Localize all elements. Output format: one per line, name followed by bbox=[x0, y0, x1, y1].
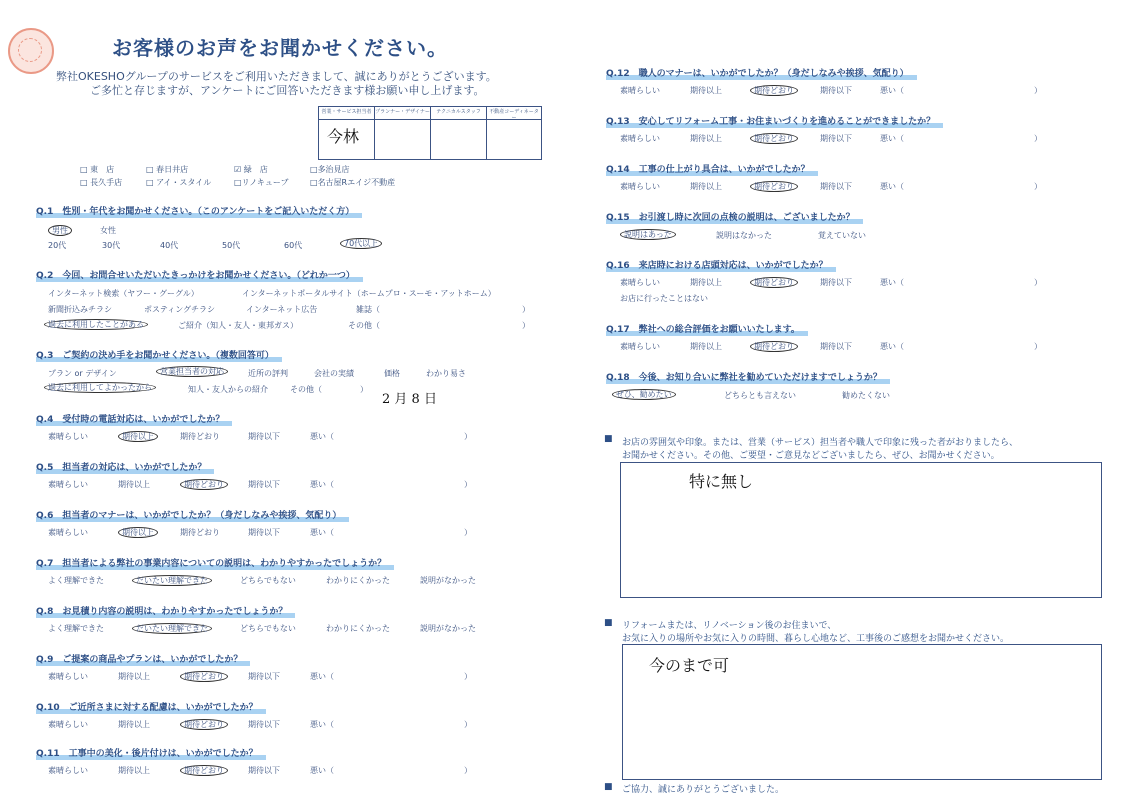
staff-table bbox=[318, 106, 542, 160]
rating-option-selected[interactable]: 期待どおり bbox=[180, 719, 228, 730]
q17-option[interactable]: 期待以上 bbox=[690, 342, 722, 351]
q3-option[interactable]: わかり易さ bbox=[426, 369, 466, 378]
q18-title: Q.18 今後、お知り合いに弊社を勧めていただけますでしょうか？ bbox=[606, 370, 882, 383]
store-option[interactable]: □名古屋Rエイジ不動産 bbox=[310, 178, 396, 187]
rating-option-selected[interactable]: だいたい理解できた bbox=[132, 623, 212, 634]
q2-option-magazine[interactable]: 雑誌（ bbox=[356, 305, 380, 314]
rating-option[interactable]: 期待以下 bbox=[248, 528, 280, 537]
q16-title: Q.16 来店時における店頭対応は、いかがでしたか？ bbox=[606, 258, 828, 271]
q3-option-selected[interactable]: 営業担当者の対応 bbox=[156, 366, 228, 377]
rating-option[interactable]: 素晴らしい bbox=[48, 528, 88, 537]
staff-header-planner: プランナー・デザイナー bbox=[375, 107, 430, 120]
rating-option[interactable]: 素晴らしい bbox=[48, 672, 88, 681]
rating-option[interactable]: 悪い（ bbox=[310, 528, 334, 537]
q1-option-female[interactable]: 女性 bbox=[100, 226, 116, 235]
q1-age-option[interactable]: 60代 bbox=[284, 241, 303, 250]
comment1-textarea[interactable] bbox=[620, 462, 1102, 598]
rating-option[interactable]: 素晴らしい bbox=[620, 182, 660, 191]
rating-option[interactable]: どちらでもない bbox=[240, 576, 296, 585]
q2-option-selected[interactable]: 過去に利用したことがある bbox=[44, 319, 148, 330]
store-option[interactable]: □ アイ・スタイル bbox=[146, 178, 212, 187]
store-option[interactable]: □ 長久手店 bbox=[80, 178, 123, 187]
rating-option[interactable]: 期待以下 bbox=[248, 766, 280, 775]
rating-option[interactable]: わかりにくかった bbox=[326, 576, 390, 585]
comment1-answer: 特に無し bbox=[689, 472, 754, 491]
comment2-bullet-icon: ■ bbox=[604, 618, 613, 628]
q3-option[interactable]: 近所の評判 bbox=[248, 369, 288, 378]
q8-title: Q.8 お見積り内容の説明は、わかりやすかったでしょうか？ bbox=[36, 604, 287, 617]
q11-title: Q.11 工事中の美化・後片付けは、いかがでしたか？ bbox=[36, 746, 258, 759]
rating-option[interactable]: わかりにくかった bbox=[326, 624, 390, 633]
q3-option[interactable]: 価格 bbox=[384, 369, 400, 378]
q3-option-selected[interactable]: 過去に利用してよかったから bbox=[44, 382, 156, 393]
rating-option[interactable]: 悪い（ bbox=[310, 480, 334, 489]
rating-option-selected[interactable]: 期待どおり bbox=[180, 765, 228, 776]
paren-close: ） bbox=[1034, 134, 1042, 143]
rating-option[interactable]: 期待以上 bbox=[118, 766, 150, 775]
store-option[interactable]: □多治見店 bbox=[310, 165, 350, 174]
paren-close: ） bbox=[464, 528, 472, 537]
paren-close: ） bbox=[464, 432, 472, 441]
q16-option[interactable]: 期待以下 bbox=[820, 278, 852, 287]
rating-option[interactable]: どちらでもない bbox=[240, 624, 296, 633]
q15-title: Q.15 お引渡し時に次回の点検の説明は、ございましたか？ bbox=[606, 210, 855, 223]
q16-option[interactable]: 素晴らしい bbox=[620, 278, 660, 287]
rating-option[interactable]: 期待以上 bbox=[690, 86, 722, 95]
rating-option-selected[interactable]: 期待どおり bbox=[180, 479, 228, 490]
rating-option[interactable]: 期待どおり bbox=[180, 432, 220, 441]
rating-option[interactable]: 説明がなかった bbox=[420, 624, 476, 633]
rating-option[interactable]: 悪い（ bbox=[880, 182, 904, 191]
q12-title: Q.12 職人のマナーは、いかがでしたか？（身だしなみや挨拶、気配り） bbox=[606, 66, 909, 79]
q2-paren-close: ） bbox=[522, 321, 530, 330]
rating-option[interactable]: 悪い（ bbox=[880, 86, 904, 95]
rating-option[interactable]: 素晴らしい bbox=[48, 766, 88, 775]
q9-title: Q.9 ご提案の商品やプランは、いかがでしたか？ bbox=[36, 652, 242, 665]
rating-option[interactable]: よく理解できた bbox=[48, 576, 104, 585]
rating-option[interactable]: 期待どおり bbox=[180, 528, 220, 537]
q3-option-other[interactable]: その他（ bbox=[290, 385, 322, 394]
comment2-prompt-line2: お気に入りの場所やお気に入りの時間、暮らし心地など、工事後のご感想をお聞かせください。 bbox=[622, 634, 1010, 644]
rating-option[interactable]: 期待以上 bbox=[690, 182, 722, 191]
footer-bullet-icon: ■ bbox=[604, 782, 613, 792]
paren-close: ） bbox=[464, 720, 472, 729]
q18-option-selected[interactable]: ぜひ、勧めたい bbox=[612, 389, 676, 400]
q17-option[interactable]: 期待以下 bbox=[820, 342, 852, 351]
sales-staff-name: 今林 bbox=[327, 127, 360, 146]
paren-close: ） bbox=[1034, 278, 1042, 287]
rating-option[interactable]: 悪い（ bbox=[310, 766, 334, 775]
q7-title: Q.7 担当者による弊社の事業内容についての説明は、わかりやすかったでしょうか？ bbox=[36, 556, 386, 569]
staff-cell-planner bbox=[375, 107, 431, 159]
paren-close: ） bbox=[1034, 86, 1042, 95]
q2-option[interactable]: 新聞折込みチラシ bbox=[48, 305, 112, 314]
paren-close: ） bbox=[1034, 182, 1042, 191]
q5-title: Q.5 担当者の対応は、いかがでしたか？ bbox=[36, 460, 206, 473]
footer-thanks: ご協力、誠にありがとうございました。 bbox=[622, 785, 785, 795]
rating-option[interactable]: 悪い（ bbox=[880, 134, 904, 143]
q1-age-option[interactable]: 50代 bbox=[222, 241, 241, 250]
staff-cell-technical bbox=[431, 107, 487, 159]
rating-option[interactable]: 期待以下 bbox=[248, 480, 280, 489]
q1-age-option[interactable]: 30代 bbox=[102, 241, 121, 250]
comment2-prompt-line1: リフォームまたは、リノベーション後のお住まいで、 bbox=[622, 621, 837, 631]
rating-option[interactable]: 素晴らしい bbox=[620, 134, 660, 143]
q10-title: Q.10 ご近所さまに対する配慮は、いかがでしたか？ bbox=[36, 700, 258, 713]
page-title: お客様のお声をお聞かせください。 bbox=[112, 36, 448, 60]
q2-paren-close: ） bbox=[522, 305, 530, 314]
rating-option[interactable]: よく理解できた bbox=[48, 624, 104, 633]
rating-option[interactable]: 期待以上 bbox=[118, 480, 150, 489]
seal-stamp bbox=[8, 28, 54, 74]
q2-option[interactable]: ご紹介（知人・友人・東邦ガス） bbox=[178, 321, 298, 330]
rating-option[interactable]: 期待以下 bbox=[248, 432, 280, 441]
rating-option[interactable]: 期待以下 bbox=[820, 182, 852, 191]
q16-option[interactable]: 悪い（ bbox=[880, 278, 904, 287]
rating-option-selected[interactable]: 期待どおり bbox=[180, 671, 228, 682]
rating-option[interactable]: 悪い（ bbox=[310, 432, 334, 441]
rating-option[interactable]: 期待以下 bbox=[248, 672, 280, 681]
rating-option[interactable]: 期待以上 bbox=[690, 134, 722, 143]
rating-option[interactable]: 説明がなかった bbox=[420, 576, 476, 585]
q3-option[interactable]: プラン or デザイン bbox=[48, 369, 117, 378]
staff-header-realestate: 不動産コーディネーター bbox=[487, 107, 541, 120]
q2-option[interactable]: ポスティングチラシ bbox=[144, 305, 216, 314]
store-option-checked[interactable]: ☑ 緑 店 bbox=[234, 165, 268, 174]
store-option[interactable]: □リノキューブ bbox=[234, 178, 289, 187]
q16-option-no-visit[interactable]: お店に行ったことはない bbox=[620, 294, 708, 303]
q2-option[interactable]: インターネット検索（ヤフー・グーグル） bbox=[48, 289, 199, 298]
intro-line-2: ご多忙と存じますが、アンケートにご回答いただきます様お願い申し上げます。 bbox=[90, 84, 485, 97]
store-option[interactable]: □ 春日井店 bbox=[146, 165, 189, 174]
paren-close: ） bbox=[464, 480, 472, 489]
comment2-answer: 今のまで可 bbox=[649, 656, 730, 675]
rating-option[interactable]: 期待以下 bbox=[820, 134, 852, 143]
q1-age-option-selected[interactable]: 70代以上 bbox=[340, 238, 382, 249]
rating-option-selected[interactable]: 期待どおり bbox=[750, 181, 798, 192]
rating-option[interactable]: 素晴らしい bbox=[48, 480, 88, 489]
q1-option-male[interactable]: 男性 bbox=[48, 225, 72, 236]
staff-header-technical: テクニカルスタッフ bbox=[431, 107, 486, 120]
q15-option[interactable]: 説明はなかった bbox=[716, 231, 772, 240]
comment2-textarea[interactable] bbox=[622, 644, 1102, 780]
q1-age-option[interactable]: 20代 bbox=[48, 241, 67, 250]
comment1-prompt-line1: お店の雰囲気や印象。または、営業（サービス）担当者や職人で印象に残った者がおりましたら、 bbox=[622, 438, 1019, 448]
rating-option[interactable]: 期待以上 bbox=[118, 672, 150, 681]
rating-option[interactable]: 期待以下 bbox=[248, 720, 280, 729]
q2-option[interactable]: インターネット広告 bbox=[246, 305, 318, 314]
rating-option[interactable]: 期待以下 bbox=[820, 86, 852, 95]
staff-cell-sales bbox=[319, 107, 375, 159]
q14-title: Q.14 工事の仕上がり具合は、いかがでしたか？ bbox=[606, 162, 810, 175]
q16-option-selected[interactable]: 期待どおり bbox=[750, 277, 798, 288]
q3-title: Q.3 ご契約の決め手をお聞かせください。（複数回答可） bbox=[36, 348, 274, 361]
q17-title: Q.17 弊社への総合評価をお願いいたします。 bbox=[606, 322, 800, 335]
q15-option-selected[interactable]: 説明はあった bbox=[620, 229, 676, 240]
q2-title: Q.2 今回、お問合せいただいたきっかけをお聞かせください。（どれか一つ） bbox=[36, 268, 355, 281]
paren-close: ） bbox=[464, 766, 472, 775]
paren-close: ） bbox=[1034, 342, 1042, 351]
staff-header-sales: 営業・サービス担当者 bbox=[319, 107, 374, 120]
handwritten-date: 2 月 8 日 bbox=[382, 392, 437, 407]
comment1-prompt-line2: お聞かせください。その他、ご要望・ご意見などございましたら、ぜひ、お聞かせください。 bbox=[622, 451, 1000, 461]
q1-age-option[interactable]: 40代 bbox=[160, 241, 179, 250]
rating-option[interactable]: 悪い（ bbox=[310, 672, 334, 681]
rating-option[interactable]: 素晴らしい bbox=[48, 720, 88, 729]
q18-option[interactable]: どちらとも言えない bbox=[724, 391, 796, 400]
q4-title: Q.4 受付時の電話対応は、いかがでしたか？ bbox=[36, 412, 224, 425]
staff-cell-realestate bbox=[487, 107, 541, 159]
q17-option[interactable]: 素晴らしい bbox=[620, 342, 660, 351]
rating-option-selected[interactable]: 期待どおり bbox=[750, 85, 798, 96]
q17-option-selected[interactable]: 期待どおり bbox=[750, 341, 798, 352]
comment1-bullet-icon: ■ bbox=[604, 434, 613, 444]
q3-paren-close: ） bbox=[360, 385, 368, 394]
paren-close: ） bbox=[464, 672, 472, 681]
intro-line-1: 弊社OKESHOグループのサービスをご利用いただきまして、誠にありがとうございます。 bbox=[56, 70, 497, 83]
q3-option[interactable]: 知人・友人からの紹介 bbox=[188, 385, 268, 394]
rating-option-selected[interactable]: 期待以上 bbox=[118, 431, 158, 442]
q1-title: Q.1 性別・年代をお聞かせください。（このアンケートをご記入いただく方） bbox=[36, 204, 354, 217]
rating-option-selected[interactable]: 期待どおり bbox=[750, 133, 798, 144]
q6-title: Q.6 担当者のマナーは、いかがでしたか？（身だしなみや挨拶、気配り） bbox=[36, 508, 341, 521]
q18-option[interactable]: 勧めたくない bbox=[842, 391, 890, 400]
q3-option[interactable]: 会社の実績 bbox=[314, 369, 354, 378]
q2-option[interactable]: インターネットポータルサイト（ホームプロ・スーモ・アットホーム） bbox=[242, 289, 496, 298]
q15-option[interactable]: 覚えていない bbox=[818, 231, 866, 240]
q13-title: Q.13 安心してリフォーム工事・お住まいづくりを進めることができましたか？ bbox=[606, 114, 935, 127]
rating-option[interactable]: 素晴らしい bbox=[48, 432, 88, 441]
q2-option-other[interactable]: その他（ bbox=[348, 321, 380, 330]
store-option[interactable]: □ 東 店 bbox=[80, 165, 115, 174]
rating-option[interactable]: 悪い（ bbox=[310, 720, 334, 729]
q17-option[interactable]: 悪い（ bbox=[880, 342, 904, 351]
q16-option[interactable]: 期待以上 bbox=[690, 278, 722, 287]
rating-option-selected[interactable]: だいたい理解できた bbox=[132, 575, 212, 586]
rating-option[interactable]: 素晴らしい bbox=[620, 86, 660, 95]
rating-option-selected[interactable]: 期待以上 bbox=[118, 527, 158, 538]
rating-option[interactable]: 期待以上 bbox=[118, 720, 150, 729]
